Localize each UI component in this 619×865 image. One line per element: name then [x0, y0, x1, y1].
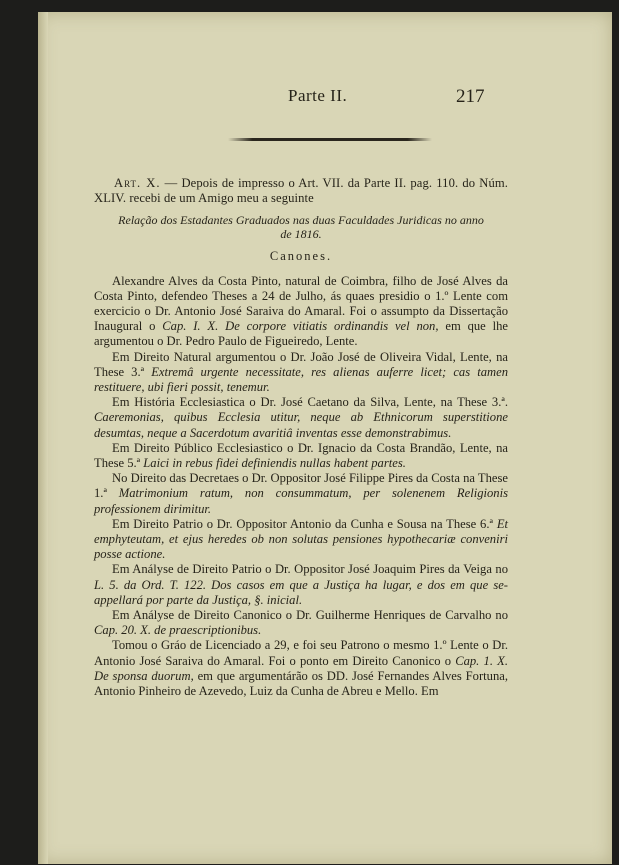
page-header [38, 86, 612, 116]
paragraph-latin: Matrimonium ratum, non consummatum, per solenenem Religionis professionem dirimitur. [94, 486, 508, 516]
paragraph-text: No Direito das Decretaes o Dr. Oppositor José Filippe Pires da Costa na These 1.ª [94, 471, 508, 501]
paragraph [94, 274, 508, 350]
paragraph-latin: Laici in rebus fidei definiendis nullas habent partes. [143, 456, 406, 471]
article-label: Art. X. [114, 176, 161, 190]
paragraph-latin: Cap. 1. X. De sponsa duorum, [94, 653, 508, 683]
paragraph [94, 471, 508, 517]
paragraph [94, 638, 508, 699]
paragraph-citation: Cap. 20. X. de praescriptionibus. [94, 623, 262, 638]
paragraph-text: Em Anályse de Direito Patrio o Dr. Oppositor José Joaquim Pires da Veiga no [112, 562, 508, 577]
paragraph-latin: Extremâ urgente necessitate, res alienas auferre licet; cas tamen restituere, ubi fieri possit, tenemur. [94, 364, 508, 395]
paragraph [94, 395, 508, 441]
header-rule [228, 138, 432, 141]
paragraph-latin: Et emphyteutam, et ejus heredes ob non solutas pensiones hypothecariæ conveniri posse actione. [94, 516, 509, 562]
paragraph-text: em que argumentárão os DD. José Fernandes Alves Fortuna, Antonio Pinheiro de Azevedo, Luiz da Cunha de Abreu e Mello. Em [94, 668, 508, 699]
running-title: Parte II. [288, 86, 348, 105]
paragraph [94, 350, 508, 396]
paragraph-text: Em Direito Patrio o Dr. Oppositor Antonio da Cunha e Sousa na These 6.ª [112, 516, 493, 531]
paragraph [94, 441, 508, 471]
paragraph-text: Em História Ecclesiastica o Dr. José Caetano da Silva, Lente, na These 3.ª. [112, 395, 508, 410]
paragraph-text: Em Anályse de Direito Canonico o Dr. Guilherme Henriques de Carvalho no [112, 608, 508, 623]
section-heading-canones: Canones. [269, 249, 333, 264]
paragraph-latin: Caeremonias, quibus Ecclesia utitur, neque ab Ethnicorum superstitione desumtas, neque a Sacerdotum avaritiâ inventas esse demonstrabimus. [94, 410, 508, 440]
paragraph-text: Alexandre Alves da Costa Pinto, natural de Coimbra, filho de José Alves da Costa Pinto, defendeo Theses a 24 de Julho, ás quaes presidio o 1.º Lente com exercicio o Dr. Antonio José Saraiva do Amaral. Foi o assumpto da Dissertação Inaugural o [94, 273, 508, 334]
article-intro [94, 176, 508, 206]
page-gutter-shadow [38, 12, 48, 864]
paragraph-text: Tomou o Gráo de Licenciado a 29, e foi seu Patrono o mesmo 1.º Lente o Dr. Antonio José Saraiva do Amaral. Foi o ponto em Direito Canonico o [94, 638, 508, 668]
page-number: 217 [456, 86, 485, 107]
list-subtitle: Relação dos Estadantes Graduados nas duas Faculdades Juridicas no anno de 1816. [118, 213, 484, 242]
paragraph [94, 608, 508, 638]
paragraph [94, 562, 508, 608]
paragraph-citation: L. 5. da Ord. T. 122. Dos casos em que a Justiça ha lugar, e dos em que se-appellará por parte da Justiça, §. inicial. [94, 577, 508, 607]
paragraph [94, 517, 508, 563]
paragraph-text: Em Direito Público Ecclesiastico o Dr. Ignacio da Costa Brandão, Lente, na These 5.ª [94, 440, 508, 471]
paragraph-latin: Cap. I. X. De corpore vitiatis ordinandis vel non, [162, 319, 439, 334]
paragraph-text: Em Direito Natural argumentou o Dr. João José de Oliveira Vidal, Lente, na These 3.ª [94, 349, 508, 379]
article-intro-text: — Depois de impresso o Art. VII. da Parte II. pag. 110. do Núm. XLIV. recebi de um Amigo meu a seguinte [94, 176, 509, 206]
paragraph-text: em que lhe argumentou o Dr. Pedro Paulo de Figueiredo, Lente. [94, 319, 508, 349]
book-page [38, 12, 612, 864]
article-body [94, 176, 508, 699]
